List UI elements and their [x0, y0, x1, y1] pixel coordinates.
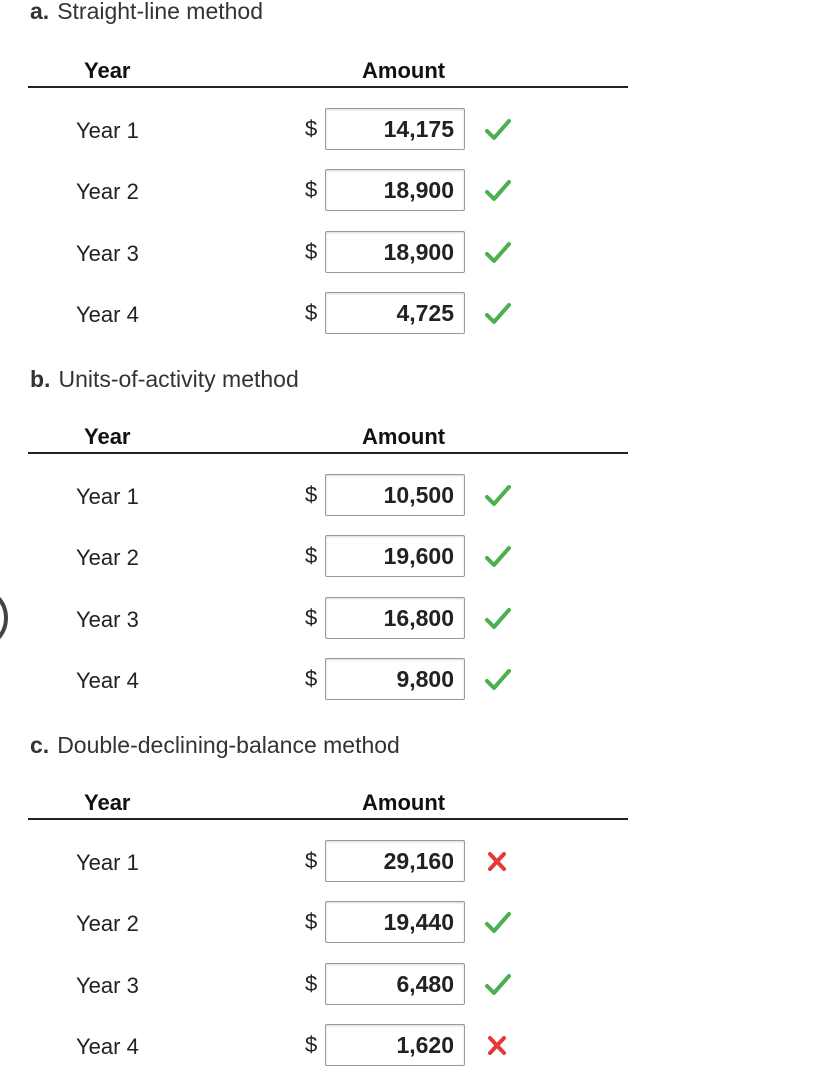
check-icon	[484, 606, 512, 632]
check-icon	[484, 301, 512, 327]
section-title-text: Double-declining-balance method	[57, 732, 400, 758]
amount-input[interactable]: 6,480	[325, 963, 465, 1005]
section-title-text: Units-of-activity method	[58, 366, 299, 392]
check-icon	[484, 544, 512, 570]
table-row	[0, 231, 828, 279]
year-label: Year 3	[76, 607, 139, 632]
table-row	[0, 1024, 828, 1072]
amount-input[interactable]: 10,500	[325, 474, 465, 516]
header-divider	[28, 86, 628, 88]
year-label: Year 4	[76, 668, 139, 693]
amount-input[interactable]: 19,440	[325, 901, 465, 943]
amount-column-header: Amount	[362, 790, 446, 815]
table-row	[0, 901, 828, 949]
table-row	[0, 474, 828, 522]
check-icon	[484, 240, 512, 266]
table-row	[0, 840, 828, 888]
year-label: Year 1	[76, 484, 139, 509]
currency-symbol: $	[305, 605, 318, 630]
table-row	[0, 169, 828, 217]
year-column-header: Year	[84, 58, 131, 83]
year-column-header: Year	[84, 790, 131, 815]
currency-symbol: $	[305, 177, 318, 202]
header-divider	[28, 452, 628, 454]
table-row	[0, 292, 828, 340]
year-label: Year 2	[76, 911, 139, 936]
table-row	[0, 658, 828, 706]
year-label: Year 3	[76, 973, 139, 998]
amount-column-header: Amount	[362, 424, 446, 449]
x-icon	[484, 849, 512, 875]
table-row	[0, 597, 828, 645]
year-label: Year 4	[76, 1034, 139, 1059]
amount-input[interactable]: 9,800	[325, 658, 465, 700]
currency-symbol: $	[305, 666, 318, 691]
currency-symbol: $	[305, 848, 318, 873]
currency-symbol: $	[305, 300, 318, 325]
amount-input[interactable]: 18,900	[325, 169, 465, 211]
amount-input[interactable]: 4,725	[325, 292, 465, 334]
section-title	[30, 0, 263, 25]
amount-column-header: Amount	[362, 58, 446, 83]
currency-symbol: $	[305, 909, 318, 934]
currency-symbol: $	[305, 971, 318, 996]
amount-input[interactable]: 29,160	[325, 840, 465, 882]
section-letter: b.	[30, 366, 51, 392]
amount-input[interactable]: 14,175	[325, 108, 465, 150]
currency-symbol: $	[305, 116, 318, 141]
section-title	[30, 366, 299, 393]
currency-symbol: $	[305, 1032, 318, 1057]
x-icon	[484, 1033, 512, 1059]
section-letter: a.	[30, 0, 50, 24]
currency-symbol: $	[305, 543, 318, 568]
check-icon	[484, 667, 512, 693]
amount-input[interactable]: 16,800	[325, 597, 465, 639]
check-icon	[484, 117, 512, 143]
amount-input[interactable]: 18,900	[325, 231, 465, 273]
check-icon	[484, 483, 512, 509]
check-icon	[484, 972, 512, 998]
year-label: Year 3	[76, 241, 139, 266]
currency-symbol: $	[305, 239, 318, 264]
table-row	[0, 535, 828, 583]
section-title-text: Straight-line method	[57, 0, 264, 24]
table-row	[0, 963, 828, 1011]
year-label: Year 2	[76, 545, 139, 570]
year-label: Year 1	[76, 118, 139, 143]
amount-input[interactable]: 1,620	[325, 1024, 465, 1066]
header-divider	[28, 818, 628, 820]
amount-input[interactable]: 19,600	[325, 535, 465, 577]
year-column-header: Year	[84, 424, 131, 449]
section-letter: c.	[30, 732, 50, 758]
check-icon	[484, 910, 512, 936]
table-row	[0, 108, 828, 156]
currency-symbol: $	[305, 482, 318, 507]
year-label: Year 4	[76, 302, 139, 327]
check-icon	[484, 178, 512, 204]
section-title	[30, 732, 400, 759]
year-label: Year 2	[76, 179, 139, 204]
year-label: Year 1	[76, 850, 139, 875]
